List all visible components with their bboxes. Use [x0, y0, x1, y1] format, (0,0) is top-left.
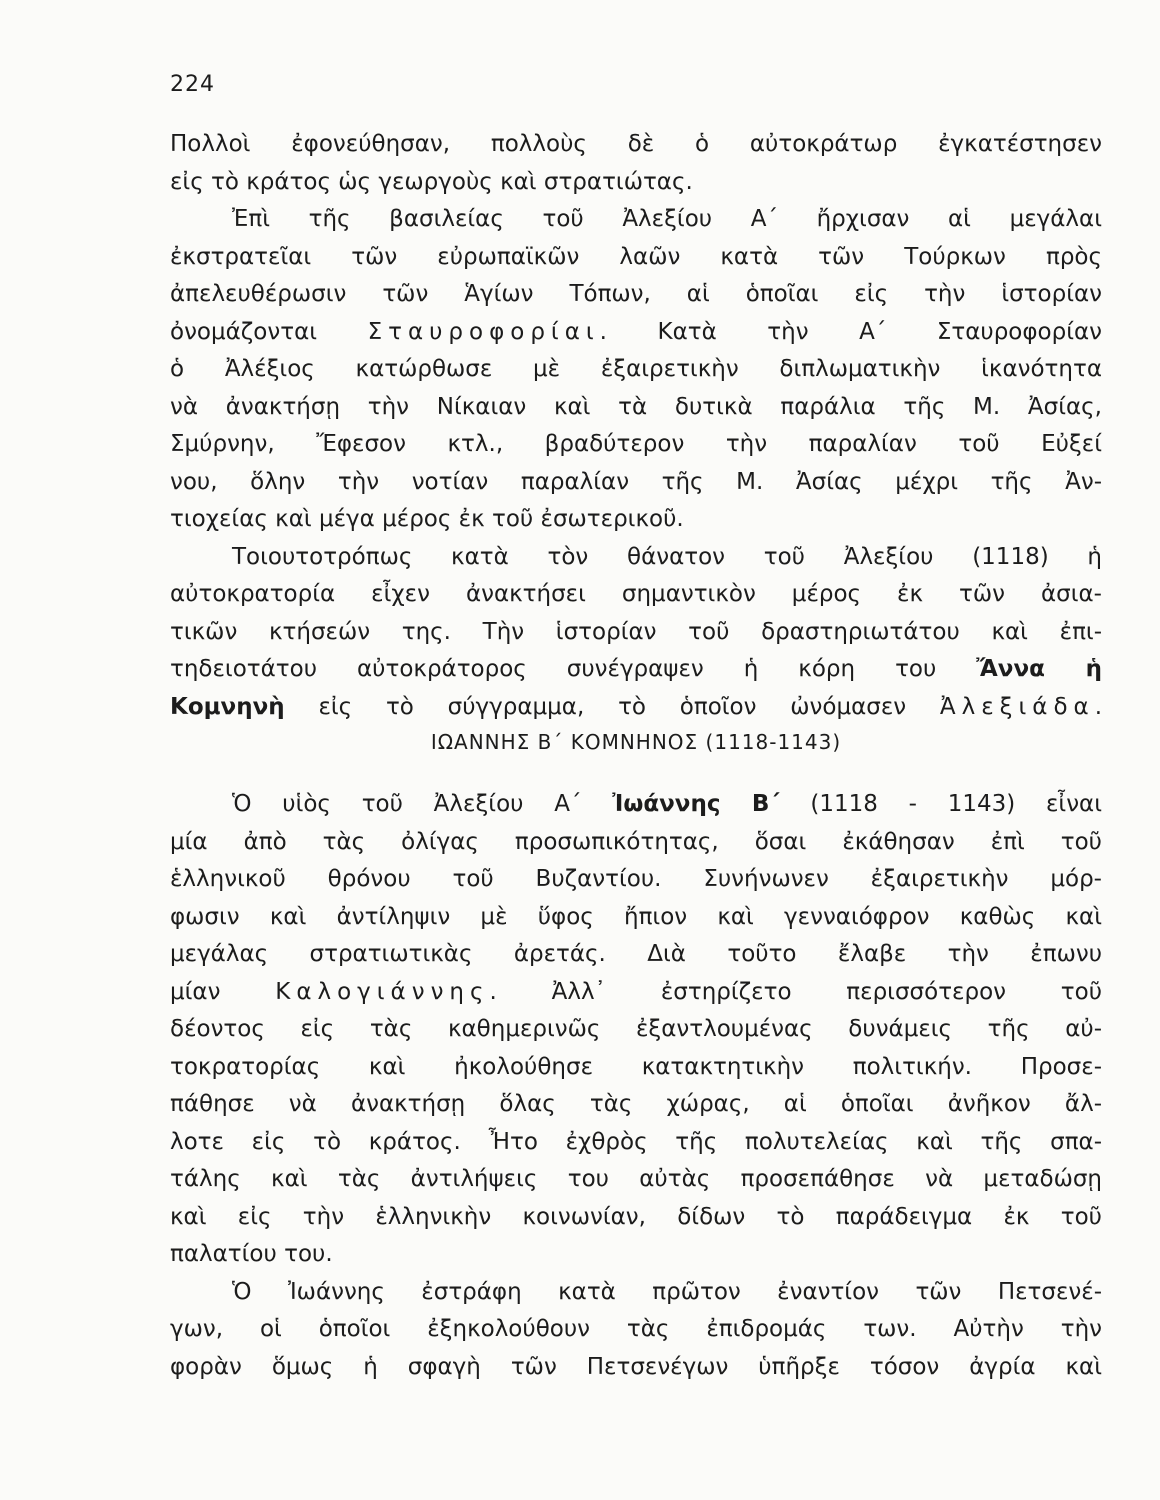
text-line: Ἐπὶ τῆς βασιλείας τοῦ Ἀλεξίου Α΄ ἤρχισαν αἱ μεγάλαι — [232, 206, 1102, 232]
text-run: Ὁ υἱὸς τοῦ Ἀλεξίου Α΄ — [232, 791, 582, 817]
text-line: αὐτοκρατορία εἶχεν ἀνακτήσει σημαντικὸν μέρος ἐκ τῶν ἀσια- — [170, 581, 1102, 607]
text-line: Πολλοὶ ἐφονεύθησαν, πολλοὺς δὲ ὁ αὐτοκράτωρ ἐγκατέστησεν — [170, 131, 1102, 157]
text-line: ὁ Ἀλέξιος κατώρθωσε μὲ ἐξαιρετικὴν διπλωματικὴν ἱκανότητα — [170, 356, 1102, 382]
spaced-term-kalogiannis: Καλογιάννης — [275, 978, 490, 1005]
section-heading: ΙΩΑΝΝΗΣ Β΄ ΚΟΜΝΗΝΟΣ (1118-1143) — [430, 730, 842, 754]
text-line — [170, 651, 1102, 689]
text-line: καὶ εἰς τὴν ἑλληνικὴν κοινωνίαν, δίδων τὸ παράδειγμα ἐκ τοῦ — [170, 1203, 1102, 1230]
text-line: νου, ὅλην τὴν νοτίαν παραλίαν τῆς Μ. Ἀσίας μέχρι τῆς Ἀν- — [170, 468, 1102, 495]
text-line: τάλης καὶ τὰς ἀντιλήψεις του αὐτὰς προσεπάθησε νὰ μεταδώσῃ — [170, 1166, 1102, 1192]
section-ioannes — [170, 786, 1102, 1386]
text-line — [170, 786, 1102, 824]
text-line: ἀπελευθέρωσιν τῶν Ἁγίων Τόπων, αἱ ὁποῖαι εἰς τὴν ἱστορίαν — [170, 281, 1102, 307]
text-run: . Κατὰ τὴν Α΄ Σταυροφορίαν — [599, 318, 1103, 345]
text-run: εἰς τὸ σύγγραμμα, τὸ ὁποῖον ὠνόμασεν — [318, 693, 907, 720]
page-number: 224 — [170, 72, 215, 97]
text-line: Σμύρνην, Ἔφεσον κτλ., βραδύτερον τὴν παραλίαν τοῦ Εὐξεί — [170, 431, 1102, 457]
bold-name-komnene: Κομνηνὴ — [170, 693, 285, 720]
text-line: πάθησε νὰ ἀνακτήσῃ ὅλας τὰς χώρας, αἱ ὁποῖαι ἀνῆκον ἄλ- — [170, 1091, 1102, 1117]
text-line: εἰς τὸ κράτος ὡς γεωργοὺς καὶ στρατιώτας. — [170, 168, 693, 195]
text-run: τηδειοτάτου αὐτοκράτορος συνέγραψεν ἡ κόρη του — [170, 656, 937, 682]
text-line: τικῶν κτήσεών της. Τὴν ἱστορίαν τοῦ δραστηριωτάτου καὶ ἐπι- — [170, 618, 1102, 645]
text-line: παλατίου του. — [170, 1241, 333, 1267]
text-line: νὰ ἀνακτήσῃ τὴν Νίκαιαν καὶ τὰ δυτικὰ παράλια τῆς Μ. Ἀσίας, — [170, 393, 1102, 420]
text-line: τοκρατορίας καὶ ἠκολούθησε κατακτητικὴν πολιτικήν. Προσε- — [170, 1053, 1102, 1080]
text-line: γων, οἱ ὁποῖοι ἐξηκολούθουν τὰς ἐπιδρομάς των. Αὐτὴν τὴν — [170, 1316, 1102, 1342]
bold-name-ioannes: Ἰωάννης Β΄ — [612, 791, 780, 817]
spaced-term-crusades: Σταυροφορίαι — [367, 318, 600, 345]
text-line: μεγάλας στρατιωτικὰς ἀρετάς. Διὰ τοῦτο ἔλαβε τὴν ἐπωνυ — [170, 941, 1102, 967]
text-line: μία ἀπὸ τὰς ὀλίγας προσωπικότητας, ὅσαι ἐκάθησαν ἐπὶ τοῦ — [170, 828, 1102, 855]
text-line: τιοχείας καὶ μέγα μέρος ἐκ τοῦ ἐσωτερικοῦ. — [170, 506, 684, 532]
text-line: φορὰν ὅμως ἡ σφαγὴ τῶν Πετσενέγων ὑπῆρξε τόσον ἀγρία καὶ — [170, 1353, 1102, 1380]
text-line: ἐκστρατεῖαι τῶν εὐρωπαϊκῶν λαῶν κατὰ τῶν Τούρκων πρὸς — [170, 243, 1102, 270]
spaced-term-alexiad: Ἀλεξιάδα — [939, 693, 1095, 720]
text-line: λοτε εἰς τὸ κράτος. Ἦτο ἐχθρὸς τῆς πολυτελείας καὶ τῆς σπα- — [170, 1128, 1102, 1155]
text-line — [170, 974, 1102, 1012]
text-line: Ὁ Ἰωάννης ἐστράφη κατὰ πρῶτον ἐναντίον τῶν Πετσενέ- — [232, 1278, 1102, 1305]
text-line: δέοντος εἰς τὰς καθημερινῶς ἐξαντλουμένας δυνάμεις τῆς αὐ- — [170, 1016, 1102, 1042]
text-line — [170, 689, 1102, 727]
text-run: . — [1094, 693, 1102, 720]
text-run: . Ἀλλ᾽ ἐστηρίζετο περισσότερον τοῦ — [489, 978, 1103, 1005]
section-alexios — [170, 126, 1102, 726]
text-run: (1118 - 1143) εἶναι — [810, 791, 1102, 817]
text-line: Τοιουτοτρόπως κατὰ τὸν θάνατον τοῦ Ἀλεξίου (1118) ἡ — [232, 543, 1102, 570]
text-line — [170, 314, 1102, 352]
text-run: μίαν — [170, 978, 221, 1005]
bold-name-anna: Ἄννα ἡ — [976, 656, 1102, 682]
text-run: ὀνομάζονται — [170, 318, 318, 345]
text-line: φωσιν καὶ ἀντίληψιν μὲ ὕφος ἤπιον καὶ γενναιόφρον καθὼς καὶ — [170, 903, 1102, 930]
text-line: ἑλληνικοῦ θρόνου τοῦ Βυζαντίου. Συνήνωνεν ἐξαιρετικὴν μόρ- — [170, 866, 1102, 892]
